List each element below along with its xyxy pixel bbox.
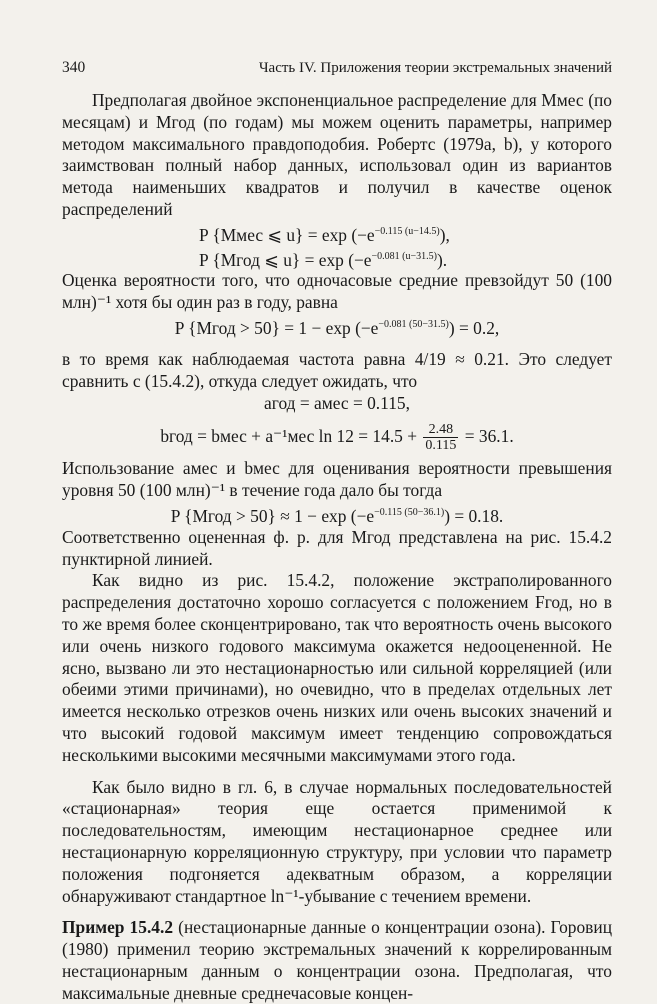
fraction: $\frac{2.48}{0.115}$ (425, 422, 457, 454)
paragraph-3: в то время как наблюдаемая частота равна 4/19 ≈ 0.21. Это следует сравнить с (15.4.2), откуда следует ожидать, что (62, 348, 612, 391)
paragraph-7: Как было видно в гл. 6, в случае нормальных последовательностей «стационарная» теория еще остается применимой к последовательностям, имеющим нестационарное среднее или нестационарную корреляционную структуру, при условии что параметр положения подгоняется адекватным образом, а корреляции обнаруживают стандартное ln⁻¹-убывание с течением времени. (62, 776, 612, 906)
page-number: 340 (62, 59, 86, 76)
equation-exceedance: P {Mгод > $50\} \approx 1 - \exp (-e^{-0.115 (50-36.1)}) = 0.18$. (170, 505, 504, 526)
book-page (62, 58, 612, 1004)
equation-probability-estimate: P {Mгод > $50\} = 1 - \exp (-e^{-0.081 (50-31.5)}) = 0.2$, (174, 317, 500, 338)
equation-yearly: P {Mгод ⩽ $u\} = \exp (-e^{-0.081 (u-31.5)})$. (199, 249, 448, 270)
paragraph-1: Предполагая двойное экспоненциальное распределение для Mмес (по месяцам) и Mгод (по годам) мы можем оценить параметры, например методом максимального правдоподобия. Робертс (1979a, b), у которого заимствован полный набор данных, использовал один из вариантов метода наименьших квадратов и получил в качестве оценок распределений (62, 90, 612, 219)
page-header (62, 58, 612, 78)
paragraph-4: Использование aмес и bмес для оценивания вероятности превышения уровня 50 (100 млн)⁻¹ в течение года дало бы тогда (62, 458, 612, 501)
paragraph-5: Соответственно оцененная ф. р. для Mгод представлена на рис. 15.4.2 пунктирной линией. (62, 526, 612, 569)
equation-distributions (62, 221, 612, 271)
equation-monthly: P {Mмес ⩽ $u\} = \exp (-e^{-0.115 (u-14.5)})$, (199, 224, 450, 245)
example-label: Пример 15.4.2 (62, 917, 174, 938)
equation-b-parameters: bгод = bмес + a⁻¹мес ln 12 = 14.5 + $\frac{2.48}{0.115}$ = 36.1. (160, 422, 514, 454)
paragraph-2: Оценка вероятности того, что одночасовые средние превзойдут 50 (100 млн)⁻¹ хотя бы один раз в году, равна (62, 270, 612, 313)
paragraph-6: Как видно из рис. 15.4.2, положение экстраполированного распределения достаточно хорошо согласуется с положением Fгод, но в то же время более сконцентрировано, так что вероятность очень высокого или очень низкого годового максимума окажется недооцененной. Не ясно, вызвано ли это нестационарностью или сильной корреляцией (или обеими этими причинами), но очевидно, что в пределах отдельных лет имеется несколько отрезков очень низких или очень высоких значений и что высокий годовой максимум имеет тенденцию сопровождаться несколькими высокими месячными максимумами этого года. (62, 570, 612, 765)
running-title: Часть IV. Приложения теории экстремальных значений (258, 60, 612, 76)
example-text: (нестационарные данные о концентрации озона). Горовиц (1980) применил теорию экстремальных значений к коррелированным нестационарным данным о концентрации озона. Предполагая, что максимальные дневные среднечасовые концен- (62, 917, 612, 1003)
equation-a-parameters: aгод = aмес = 0.115, (264, 393, 410, 414)
paragraph-example (62, 917, 612, 1004)
